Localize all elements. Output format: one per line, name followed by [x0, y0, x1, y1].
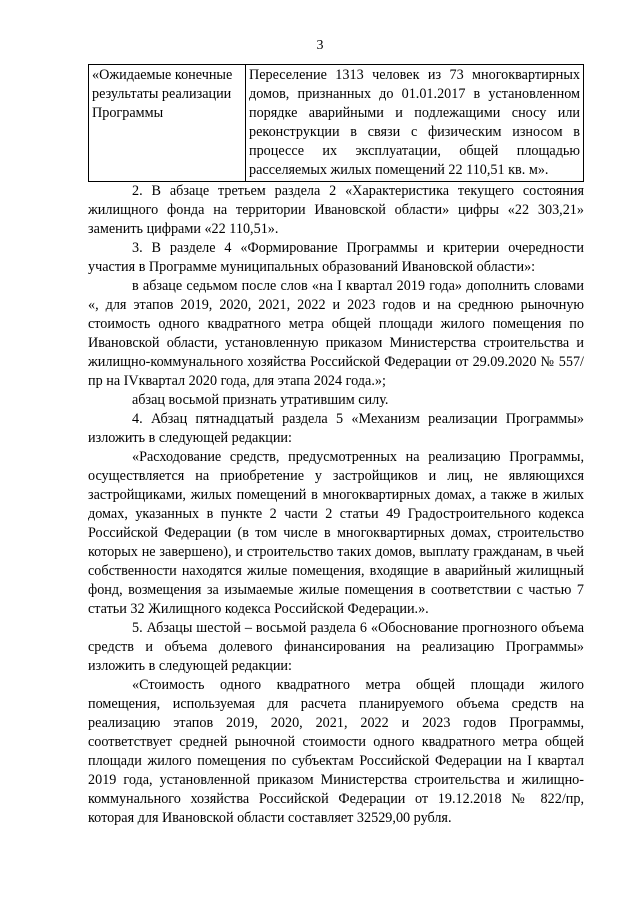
paragraph-item-4: 4. Абзац пятнадцатый раздела 5 «Механизм реализации Программы» изложить в следующей редакции:: [88, 411, 584, 446]
table-label-cell: «Ожидаемые конечные результаты реализации Программы: [89, 65, 246, 182]
paragraph-item-5: 5. Абзацы шестой – восьмой раздела 6 «Обоснование прогнозного объема средств и объема долевого финансирования на реализацию Программы» изложить в следующей редакции:: [88, 620, 584, 674]
table-value-cell: Переселение 1313 человек из 73 многоквартирных домов, признанных до 01.01.2017 в установленном порядке аварийными и подлежащими сносу или реконструкции в связи с физическим износом в процессе их эксплуатации, общей площадью расселяемых жилых помещений 22 110,51 кв. м».: [246, 65, 584, 182]
table-row: [89, 65, 584, 182]
expected-results-table: [88, 64, 584, 182]
paragraph-item-2: 2. В абзаце третьем раздела 2 «Характеристика текущего состояния жилищного фонда на территории Ивановской области» цифры «22 303,21» заменить цифрами «22 110,51».: [88, 183, 584, 237]
document-body: [88, 64, 584, 828]
paragraph-item-3: 3. В разделе 4 «Формирование Программы и критерии очередности участия в Программе муниципальных образований Ивановской области»:: [88, 240, 584, 275]
paragraph-repeal: абзац восьмой признать утратившим силу.: [132, 392, 389, 408]
paragraph-amend-section-4: в абзаце седьмом после слов «на I квартал 2019 года» дополнить словами «, для этапов 2019, 2020, 2021, 2022 и 2023 годов и на среднюю рыночную стоимость одного квадратного метра общей площади жилого помещения по Ивановской области, установленную приказом Министерства строительства и жилищно-коммунального хозяйства Российской Федерации от 29.09.2020 № 557/пр на IVквартал 2020 года, для этапа 2024 года.»;: [88, 278, 584, 389]
paragraph-section-5-text: «Расходование средств, предусмотренных на реализацию Программы, осуществляется на приобретение у застройщиков и лиц, не являющихся застройщиками, жилых помещений в многоквартирных домах, а также в жилых домах, указанных в пункте 2 части 2 статьи 49 Градостроительного кодекса Российской Федерации (в том числе в многоквартирных домах, строительство которых не завершено), и строительство таких домов, выплату гражданам, в чьей собственности находятся жилые помещения, входящие в аварийный жилищный фонд, возмещения за изымаемые жилые помещения в соответствии с частью 7 статьи 32 Жилищного кодекса Российской Федерации.».: [88, 449, 584, 617]
paragraph-section-6-text: «Стоимость одного квадратного метра общей площади жилого помещения, используемая для расчета планируемого объема средств на реализацию этапов 2019, 2020, 2021, 2022 и 2023 годов Программы, соответствует средней рыночной стоимости одного квадратного метра общей площади жилого помещения по субъектам Российской Федерации на I квартал 2019 года, установленной приказом Министерства строительства и жилищно-коммунального хозяйства Российской Федерации от 19.12.2018 № 822/пр, которая для Ивановской области составляет 32529,00 рубля.: [88, 677, 584, 826]
page-number: 3: [316, 38, 324, 53]
